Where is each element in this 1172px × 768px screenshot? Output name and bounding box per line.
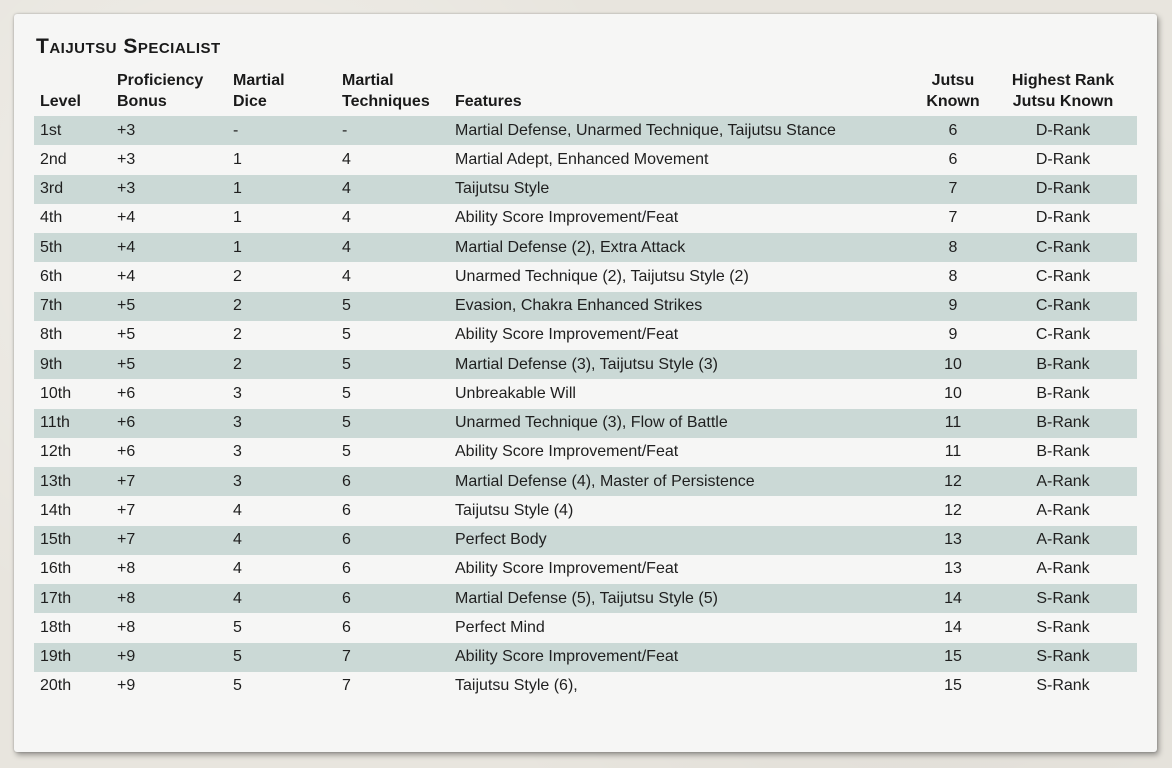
table-row [34, 292, 1137, 321]
cell-proficiency-bonus: +9 [111, 643, 227, 672]
cell-level: 7th [34, 292, 111, 321]
cell-highest-rank: C-Rank [1035, 326, 1091, 344]
cell-features: Evasion, Chakra Enhanced Strikes [449, 292, 917, 321]
cell-martial-dice: 4 [233, 560, 242, 578]
cell-martial-techniques: 7 [336, 643, 449, 672]
cell-martial-dice: 3 [227, 409, 336, 438]
cell-highest-rank: D-Rank [989, 116, 1137, 145]
cell-proficiency-bonus: +5 [117, 326, 136, 344]
class-progression-table [34, 70, 1137, 701]
cell-level: 3rd [34, 175, 111, 204]
cell-martial-dice: 1 [227, 233, 336, 262]
cell-martial-dice: 3 [227, 467, 336, 496]
cell-level: 20th [40, 677, 72, 695]
cell-jutsu-known: 14 [917, 584, 989, 613]
cell-martial-dice: 5 [227, 643, 336, 672]
cell-proficiency-bonus: +5 [111, 350, 227, 379]
cell-martial-dice: - [227, 116, 336, 145]
cell-jutsu-known: 14 [944, 618, 962, 636]
cell-jutsu-known: 8 [917, 233, 989, 262]
cell-proficiency-bonus: +7 [111, 526, 227, 555]
cell-features: Martial Defense (5), Taijutsu Style (5) [449, 584, 917, 613]
cell-martial-techniques: 5 [336, 409, 449, 438]
cell-jutsu-known: 10 [944, 384, 962, 402]
cell-martial-techniques: 4 [336, 233, 449, 262]
cell-features: Martial Defense (3), Taijutsu Style (3) [449, 350, 917, 379]
cell-jutsu-known: 12 [917, 467, 989, 496]
cell-highest-rank: C-Rank [989, 292, 1137, 321]
cell-proficiency-bonus: +9 [117, 677, 136, 695]
cell-level: 17th [34, 584, 111, 613]
cell-martial-techniques: 4 [342, 150, 351, 168]
cell-level: 10th [40, 384, 72, 402]
cell-jutsu-known: 6 [948, 150, 958, 168]
cell-proficiency-bonus: +8 [111, 584, 227, 613]
cell-proficiency-bonus: +5 [111, 292, 227, 321]
cell-proficiency-bonus: +4 [111, 233, 227, 262]
cell-martial-techniques: 5 [336, 292, 449, 321]
cell-features: Perfect Mind [455, 618, 545, 636]
cell-highest-rank: A-Rank [989, 467, 1137, 496]
cell-jutsu-known: 9 [917, 292, 989, 321]
cell-martial-techniques: 4 [342, 209, 351, 227]
table-title: Taijutsu Specialist [36, 35, 221, 58]
table-row [34, 233, 1137, 262]
cell-martial-dice: 4 [227, 584, 336, 613]
cell-jutsu-known: 6 [917, 116, 989, 145]
cell-martial-techniques: 4 [342, 267, 351, 285]
cell-level: 5th [34, 233, 111, 262]
cell-proficiency-bonus: +7 [117, 501, 136, 519]
cell-highest-rank: D-Rank [1035, 150, 1091, 168]
cell-martial-dice: 1 [233, 150, 242, 168]
cell-martial-techniques: 5 [342, 384, 351, 402]
cell-highest-rank: S-Rank [1036, 618, 1090, 636]
table-row [34, 526, 1137, 555]
cell-proficiency-bonus: +6 [117, 384, 136, 402]
cell-proficiency-bonus: +8 [117, 618, 136, 636]
header-features: Features [455, 93, 522, 110]
table-row [34, 672, 1137, 701]
cell-proficiency-bonus: +8 [117, 560, 136, 578]
cell-proficiency-bonus: +3 [111, 116, 227, 145]
cell-features: Unarmed Technique (2), Taijutsu Style (2) [455, 267, 749, 285]
cell-level: 2nd [40, 150, 67, 168]
cell-features: Ability Score Improvement/Feat [455, 209, 679, 227]
cell-martial-dice: 5 [233, 677, 242, 695]
cell-martial-dice: 3 [233, 384, 242, 402]
cell-features: Taijutsu Style (4) [455, 501, 574, 519]
cell-martial-dice: 3 [233, 443, 242, 461]
table-row [34, 555, 1137, 584]
cell-highest-rank: D-Rank [989, 175, 1137, 204]
cell-level: 16th [40, 560, 72, 578]
cell-level: 6th [40, 267, 63, 285]
header-highest-rank: Highest Rank Jutsu Known [1011, 72, 1115, 110]
table-row [34, 496, 1137, 525]
cell-features: Martial Adept, Enhanced Movement [455, 150, 709, 168]
cell-jutsu-known: 15 [944, 677, 962, 695]
cell-level: 19th [34, 643, 111, 672]
table-row [34, 584, 1137, 613]
cell-features: Ability Score Improvement/Feat [449, 643, 917, 672]
cell-level: 14th [40, 501, 72, 519]
cell-jutsu-known: 12 [944, 501, 962, 519]
cell-highest-rank: B-Rank [1036, 443, 1090, 461]
cell-proficiency-bonus: +4 [117, 209, 136, 227]
cell-level: 8th [40, 326, 63, 344]
cell-highest-rank: D-Rank [1035, 209, 1091, 227]
cell-level: 13th [34, 467, 111, 496]
cell-martial-dice: 1 [227, 175, 336, 204]
cell-martial-dice: 5 [233, 618, 242, 636]
header-martial-dice: Martial Dice [233, 72, 285, 110]
cell-jutsu-known: 7 [917, 175, 989, 204]
header-row [34, 70, 1137, 116]
cell-highest-rank: S-Rank [989, 643, 1137, 672]
cell-jutsu-known: 11 [917, 409, 989, 438]
cell-proficiency-bonus: +3 [111, 175, 227, 204]
cell-highest-rank: A-Rank [989, 526, 1137, 555]
header-martial-techniques: Martial Techniques [342, 72, 430, 110]
cell-martial-dice: 4 [227, 526, 336, 555]
cell-jutsu-known: 11 [944, 443, 962, 461]
cell-martial-dice: 2 [227, 292, 336, 321]
cell-martial-dice: 4 [233, 501, 242, 519]
cell-highest-rank: B-Rank [989, 350, 1137, 379]
cell-features: Perfect Body [449, 526, 917, 555]
table-row [34, 116, 1137, 145]
cell-jutsu-known: 7 [948, 209, 958, 227]
cell-proficiency-bonus: +7 [111, 467, 227, 496]
cell-martial-techniques: 5 [342, 326, 351, 344]
cell-proficiency-bonus: +4 [117, 267, 136, 285]
header-level: Level [40, 93, 81, 110]
cell-martial-techniques: - [336, 116, 449, 145]
cell-highest-rank: B-Rank [1036, 384, 1090, 402]
cell-features: Martial Defense, Unarmed Technique, Taijutsu Stance [449, 116, 917, 145]
cell-features: Martial Defense (2), Extra Attack [449, 233, 917, 262]
cell-martial-dice: 2 [233, 326, 242, 344]
cell-martial-techniques: 4 [336, 175, 449, 204]
cell-martial-techniques: 5 [336, 350, 449, 379]
table-row [34, 643, 1137, 672]
cell-highest-rank: A-Rank [1036, 560, 1090, 578]
cell-martial-techniques: 5 [342, 443, 351, 461]
cell-level: 12th [40, 443, 72, 461]
table-row [34, 262, 1137, 291]
cell-level: 15th [34, 526, 111, 555]
cell-proficiency-bonus: +6 [111, 409, 227, 438]
cell-martial-dice: 2 [227, 350, 336, 379]
cell-level: 4th [40, 209, 63, 227]
cell-jutsu-known: 13 [917, 526, 989, 555]
table-row [34, 379, 1137, 408]
cell-martial-techniques: 6 [336, 584, 449, 613]
cell-martial-techniques: 6 [342, 501, 351, 519]
cell-features: Taijutsu Style (6), [455, 677, 578, 695]
cell-jutsu-known: 10 [917, 350, 989, 379]
table-row [34, 438, 1137, 467]
cell-martial-techniques: 6 [336, 467, 449, 496]
cell-highest-rank: C-Rank [989, 233, 1137, 262]
table-row [34, 145, 1137, 174]
cell-features: Ability Score Improvement/Feat [455, 560, 679, 578]
cell-level: 18th [40, 618, 72, 636]
cell-proficiency-bonus: +3 [117, 150, 136, 168]
cell-level: 9th [34, 350, 111, 379]
cell-features: Ability Score Improvement/Feat [455, 326, 679, 344]
table-row [34, 350, 1137, 379]
cell-jutsu-known: 15 [917, 643, 989, 672]
cell-features: Unbreakable Will [455, 384, 576, 402]
cell-highest-rank: S-Rank [989, 584, 1137, 613]
header-jutsu-known: Jutsu Known [926, 72, 980, 110]
table-row [34, 613, 1137, 642]
cell-features: Taijutsu Style [449, 175, 917, 204]
cell-level: 11th [34, 409, 111, 438]
header-proficiency-bonus: Proficiency Bonus [117, 72, 204, 110]
cell-features: Ability Score Improvement/Feat [455, 443, 679, 461]
cell-jutsu-known: 8 [948, 267, 958, 285]
cell-martial-dice: 2 [233, 267, 242, 285]
cell-level: 1st [34, 116, 111, 145]
table-body [34, 116, 1137, 701]
cell-highest-rank: B-Rank [989, 409, 1137, 438]
cell-highest-rank: A-Rank [1036, 501, 1090, 519]
table-row [34, 467, 1137, 496]
cell-proficiency-bonus: +6 [117, 443, 136, 461]
table-row [34, 204, 1137, 233]
cell-jutsu-known: 9 [948, 326, 958, 344]
cell-jutsu-known: 13 [944, 560, 962, 578]
cell-features: Martial Defense (4), Master of Persistence [449, 467, 917, 496]
cell-martial-techniques: 6 [342, 560, 351, 578]
table-row [34, 409, 1137, 438]
cell-highest-rank: C-Rank [1035, 267, 1091, 285]
cell-highest-rank: S-Rank [1036, 677, 1090, 695]
cell-martial-techniques: 6 [342, 618, 351, 636]
cell-features: Unarmed Technique (3), Flow of Battle [449, 409, 917, 438]
cell-martial-techniques: 6 [336, 526, 449, 555]
table-row [34, 175, 1137, 204]
cell-martial-techniques: 7 [342, 677, 351, 695]
cell-martial-dice: 1 [233, 209, 242, 227]
table-row [34, 321, 1137, 350]
